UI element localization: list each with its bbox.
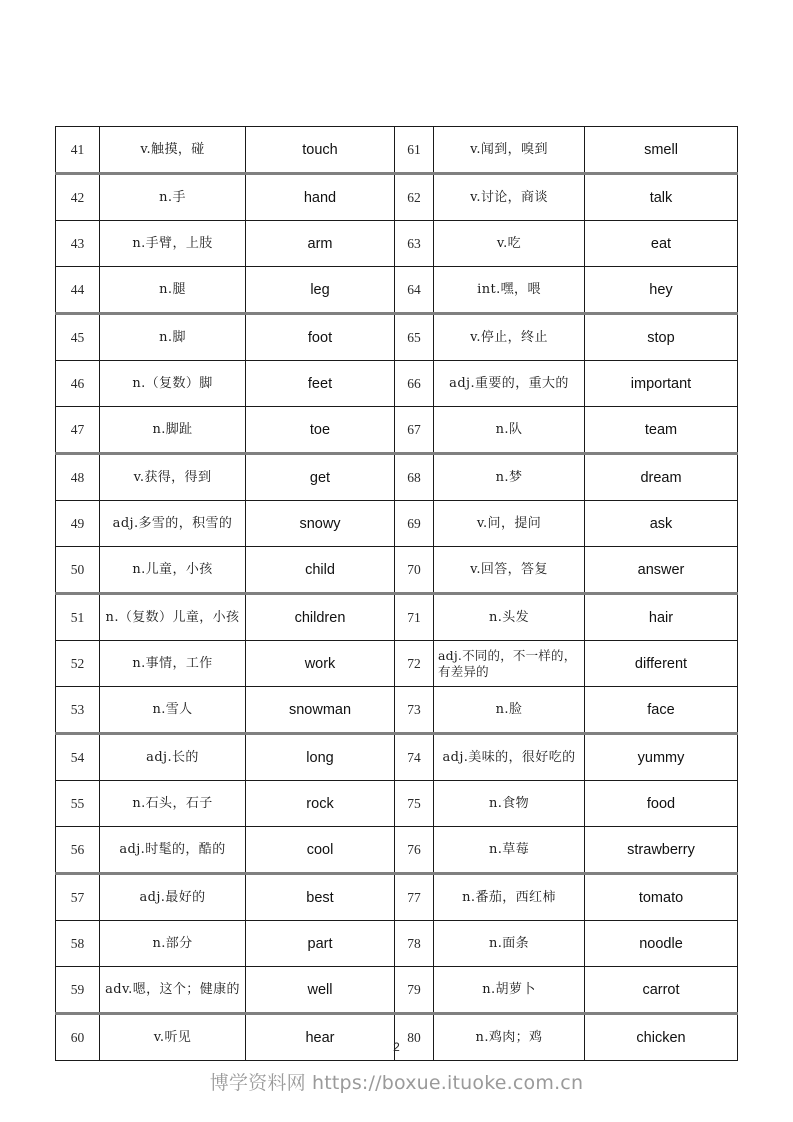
row-number-left: 50: [56, 547, 100, 594]
table-row: [56, 267, 738, 314]
english-word-left: work: [246, 641, 395, 687]
row-number-right: 63: [395, 221, 434, 267]
table-row: [56, 454, 738, 501]
row-number-right: 80: [395, 1014, 434, 1061]
english-word-right: tomato: [585, 874, 738, 921]
chinese-gloss-left: adj.时髦的，酷的: [100, 827, 246, 874]
english-word-right: carrot: [585, 967, 738, 1014]
row-number-right: 72: [395, 641, 434, 687]
row-number-left: 46: [56, 361, 100, 407]
chinese-gloss-left: n.部分: [100, 921, 246, 967]
english-word-left: part: [246, 921, 395, 967]
english-word-right: dream: [585, 454, 738, 501]
chinese-gloss-left: n.脚: [100, 314, 246, 361]
table-row: [56, 781, 738, 827]
row-number-left: 47: [56, 407, 100, 454]
chinese-gloss-right: n.胡萝卜: [434, 967, 585, 1014]
english-word-left: child: [246, 547, 395, 594]
english-word-right: strawberry: [585, 827, 738, 874]
table-row: [56, 921, 738, 967]
chinese-gloss-left: v.获得，得到: [100, 454, 246, 501]
chinese-gloss-right: n.鸡肉；鸡: [434, 1014, 585, 1061]
table-row: [56, 314, 738, 361]
english-word-right: chicken: [585, 1014, 738, 1061]
row-number-right: 77: [395, 874, 434, 921]
row-number-left: 59: [56, 967, 100, 1014]
english-word-right: talk: [585, 174, 738, 221]
english-word-left: cool: [246, 827, 395, 874]
english-word-left: hear: [246, 1014, 395, 1061]
chinese-gloss-left: adj.多雪的，积雪的: [100, 501, 246, 547]
row-number-left: 48: [56, 454, 100, 501]
row-number-left: 55: [56, 781, 100, 827]
chinese-gloss-right: n.草莓: [434, 827, 585, 874]
chinese-gloss-left: n.石头，石子: [100, 781, 246, 827]
table-row: [56, 641, 738, 687]
chinese-gloss-left: adj.长的: [100, 734, 246, 781]
table-row: [56, 967, 738, 1014]
chinese-gloss-left: adj.最好的: [100, 874, 246, 921]
row-number-left: 44: [56, 267, 100, 314]
chinese-gloss-right: adj.重要的，重大的: [434, 361, 585, 407]
row-number-right: 79: [395, 967, 434, 1014]
english-word-right: stop: [585, 314, 738, 361]
table-row: [56, 361, 738, 407]
chinese-gloss-left: v.听见: [100, 1014, 246, 1061]
row-number-left: 42: [56, 174, 100, 221]
row-number-left: 52: [56, 641, 100, 687]
row-number-left: 51: [56, 594, 100, 641]
chinese-gloss-left: n.（复数）脚: [100, 361, 246, 407]
english-word-right: hey: [585, 267, 738, 314]
english-word-left: toe: [246, 407, 395, 454]
english-word-left: snowy: [246, 501, 395, 547]
row-number-left: 54: [56, 734, 100, 781]
vocabulary-table: [55, 126, 738, 1061]
chinese-gloss-right: n.队: [434, 407, 585, 454]
row-number-right: 67: [395, 407, 434, 454]
page-number: 2: [393, 1040, 400, 1054]
chinese-gloss-right: n.头发: [434, 594, 585, 641]
english-word-right: different: [585, 641, 738, 687]
chinese-gloss-left: n.手: [100, 174, 246, 221]
english-word-right: ask: [585, 501, 738, 547]
english-word-left: best: [246, 874, 395, 921]
english-word-left: children: [246, 594, 395, 641]
chinese-gloss-right: v.吃: [434, 221, 585, 267]
table-row: [56, 594, 738, 641]
row-number-right: 68: [395, 454, 434, 501]
chinese-gloss-left: n.手臂，上肢: [100, 221, 246, 267]
english-word-left: leg: [246, 267, 395, 314]
english-word-right: face: [585, 687, 738, 734]
vocabulary-table-body: [56, 127, 738, 1061]
chinese-gloss-left: n.事情，工作: [100, 641, 246, 687]
row-number-right: 70: [395, 547, 434, 594]
english-word-right: food: [585, 781, 738, 827]
row-number-left: 58: [56, 921, 100, 967]
chinese-gloss-right: v.问，提问: [434, 501, 585, 547]
row-number-right: 71: [395, 594, 434, 641]
table-row: [56, 827, 738, 874]
chinese-gloss-right: v.讨论，商谈: [434, 174, 585, 221]
row-number-right: 69: [395, 501, 434, 547]
english-word-left: rock: [246, 781, 395, 827]
english-word-left: arm: [246, 221, 395, 267]
chinese-gloss-left: n.（复数）儿童，小孩: [100, 594, 246, 641]
english-word-right: smell: [585, 127, 738, 174]
row-number-right: 75: [395, 781, 434, 827]
row-number-left: 43: [56, 221, 100, 267]
row-number-left: 57: [56, 874, 100, 921]
english-word-left: well: [246, 967, 395, 1014]
table-row: [56, 501, 738, 547]
english-word-right: important: [585, 361, 738, 407]
english-word-right: yummy: [585, 734, 738, 781]
chinese-gloss-left: v.触摸，碰: [100, 127, 246, 174]
row-number-left: 56: [56, 827, 100, 874]
chinese-gloss-left: adv.嗯，这个；健康的: [100, 967, 246, 1014]
row-number-right: 64: [395, 267, 434, 314]
row-number-right: 74: [395, 734, 434, 781]
english-word-left: feet: [246, 361, 395, 407]
chinese-gloss-right: v.回答，答复: [434, 547, 585, 594]
table-row: [56, 734, 738, 781]
english-word-left: get: [246, 454, 395, 501]
row-number-right: 65: [395, 314, 434, 361]
table-row: [56, 547, 738, 594]
table-row: [56, 127, 738, 174]
row-number-right: 62: [395, 174, 434, 221]
english-word-right: noodle: [585, 921, 738, 967]
row-number-right: 73: [395, 687, 434, 734]
chinese-gloss-right: n.脸: [434, 687, 585, 734]
table-row: [56, 407, 738, 454]
table-row: [56, 874, 738, 921]
chinese-gloss-right: n.面条: [434, 921, 585, 967]
english-word-left: long: [246, 734, 395, 781]
row-number-right: 66: [395, 361, 434, 407]
english-word-right: hair: [585, 594, 738, 641]
chinese-gloss-left: n.腿: [100, 267, 246, 314]
english-word-left: touch: [246, 127, 395, 174]
chinese-gloss-left: n.儿童，小孩: [100, 547, 246, 594]
chinese-gloss-right: n.番茄，西红柿: [434, 874, 585, 921]
english-word-left: hand: [246, 174, 395, 221]
table-row: [56, 221, 738, 267]
chinese-gloss-right: int.嘿，喂: [434, 267, 585, 314]
row-number-right: 76: [395, 827, 434, 874]
chinese-gloss-left: n.脚趾: [100, 407, 246, 454]
english-word-left: foot: [246, 314, 395, 361]
row-number-left: 41: [56, 127, 100, 174]
row-number-right: 61: [395, 127, 434, 174]
english-word-left: snowman: [246, 687, 395, 734]
chinese-gloss-right: n.梦: [434, 454, 585, 501]
row-number-left: 45: [56, 314, 100, 361]
chinese-gloss-right: adj.不同的，不一样的，有差异的: [434, 641, 585, 687]
chinese-gloss-right: v.停止，终止: [434, 314, 585, 361]
english-word-right: team: [585, 407, 738, 454]
row-number-left: 49: [56, 501, 100, 547]
row-number-left: 60: [56, 1014, 100, 1061]
watermark: 博学资料网 https://boxue.ituoke.com.cn: [209, 1072, 584, 1094]
chinese-gloss-right: v.闻到，嗅到: [434, 127, 585, 174]
table-row: [56, 174, 738, 221]
english-word-right: answer: [585, 547, 738, 594]
chinese-gloss-left: n.雪人: [100, 687, 246, 734]
chinese-gloss-right: n.食物: [434, 781, 585, 827]
chinese-gloss-right: adj.美味的，很好吃的: [434, 734, 585, 781]
english-word-right: eat: [585, 221, 738, 267]
table-row: [56, 687, 738, 734]
row-number-right: 78: [395, 921, 434, 967]
row-number-left: 53: [56, 687, 100, 734]
